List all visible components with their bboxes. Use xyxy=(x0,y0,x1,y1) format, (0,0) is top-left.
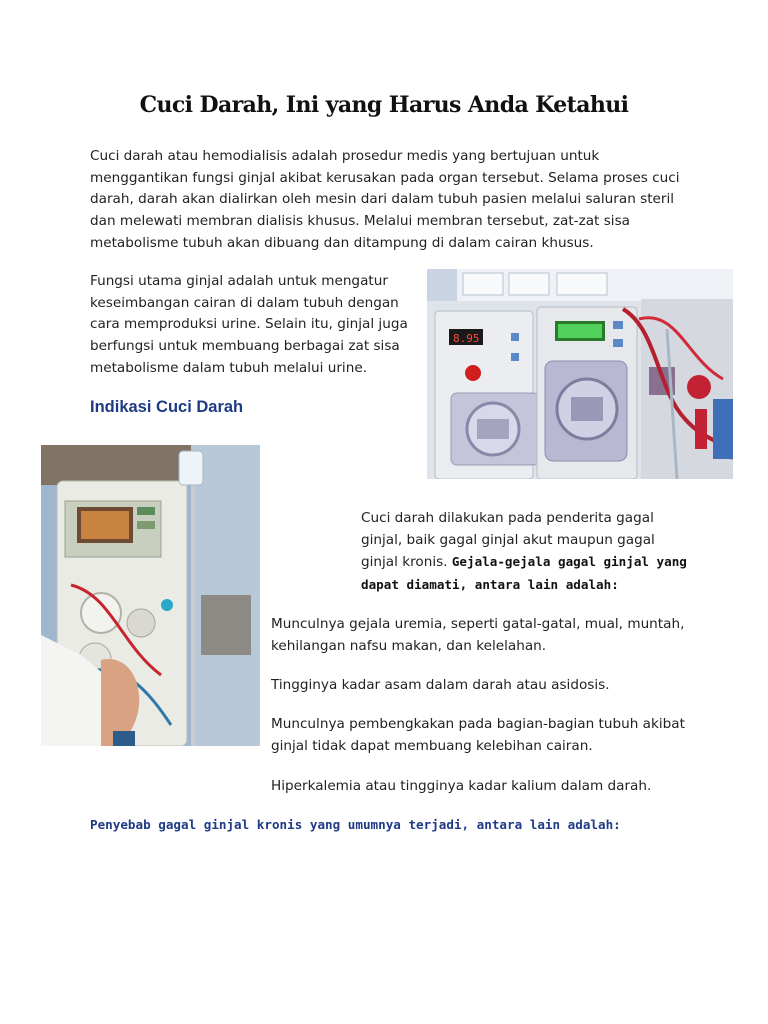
symptom-item-swelling: Munculnya pembengkakan pada bagian-bagian tubuh akibat ginjal tidak dapat membuang kelebihan cairan. xyxy=(271,716,685,754)
dialysis-machine-full-image xyxy=(41,445,260,746)
symptom-item-acidosis: Tingginya kadar asam dalam darah atau asidosis. xyxy=(271,677,610,693)
symptom-item-uremia: Munculnya gejala uremia, seperti gatal-gatal, mual, muntah, kehilangan nafsu makan, dan kelelahan. xyxy=(271,616,685,654)
indication-bold-text: Gejala-gejala gagal ginjal yang dapat diamati, antara lain adalah: xyxy=(361,554,687,593)
kidney-function-paragraph: Fungsi utama ginjal adalah untuk mengatur keseimbangan cairan di dalam tubuh dengan cara memproduksi urine. Selain itu, ginjal juga berfungsi untuk membuang berbagai zat sisa metabolisme dalam tubuh melalui urine. xyxy=(90,273,408,376)
indication-paragraph xyxy=(361,508,691,597)
left-display-readout: 8.95 xyxy=(453,332,480,345)
indication-heading: Indikasi Cuci Darah xyxy=(90,398,244,416)
intro-paragraph: Cuci darah atau hemodialisis adalah prosedur medis yang bertujuan untuk menggantikan fungsi ginjal akibat kerusakan pada organ tersebut. Selama proses cuci darah, darah akan dialirkan oleh mesin dari dalam tubuh pasien melalui saluran steril dan melewati membran dialisis khusus. Melalui membran tersebut, zat-zat sisa metabolisme tubuh akan dibuang dan ditampung di dalam cairan khusus. xyxy=(90,148,680,251)
article-title: Cuci Darah, Ini yang Harus Anda Ketahui xyxy=(139,92,629,118)
indication-text: Cuci darah dilakukan pada penderita gagal ginjal, baik gagal ginjal akut maupun gagal ginjal kronis. xyxy=(361,510,655,571)
symptom-item-hyperkalemia: Hiperkalemia atau tingginya kadar kalium dalam darah. xyxy=(271,778,652,794)
causes-heading: Penyebab gagal ginjal kronis yang umumnya terjadi, antara lain adalah: xyxy=(90,817,621,832)
dialysis-machine-closeup-image xyxy=(427,269,733,479)
